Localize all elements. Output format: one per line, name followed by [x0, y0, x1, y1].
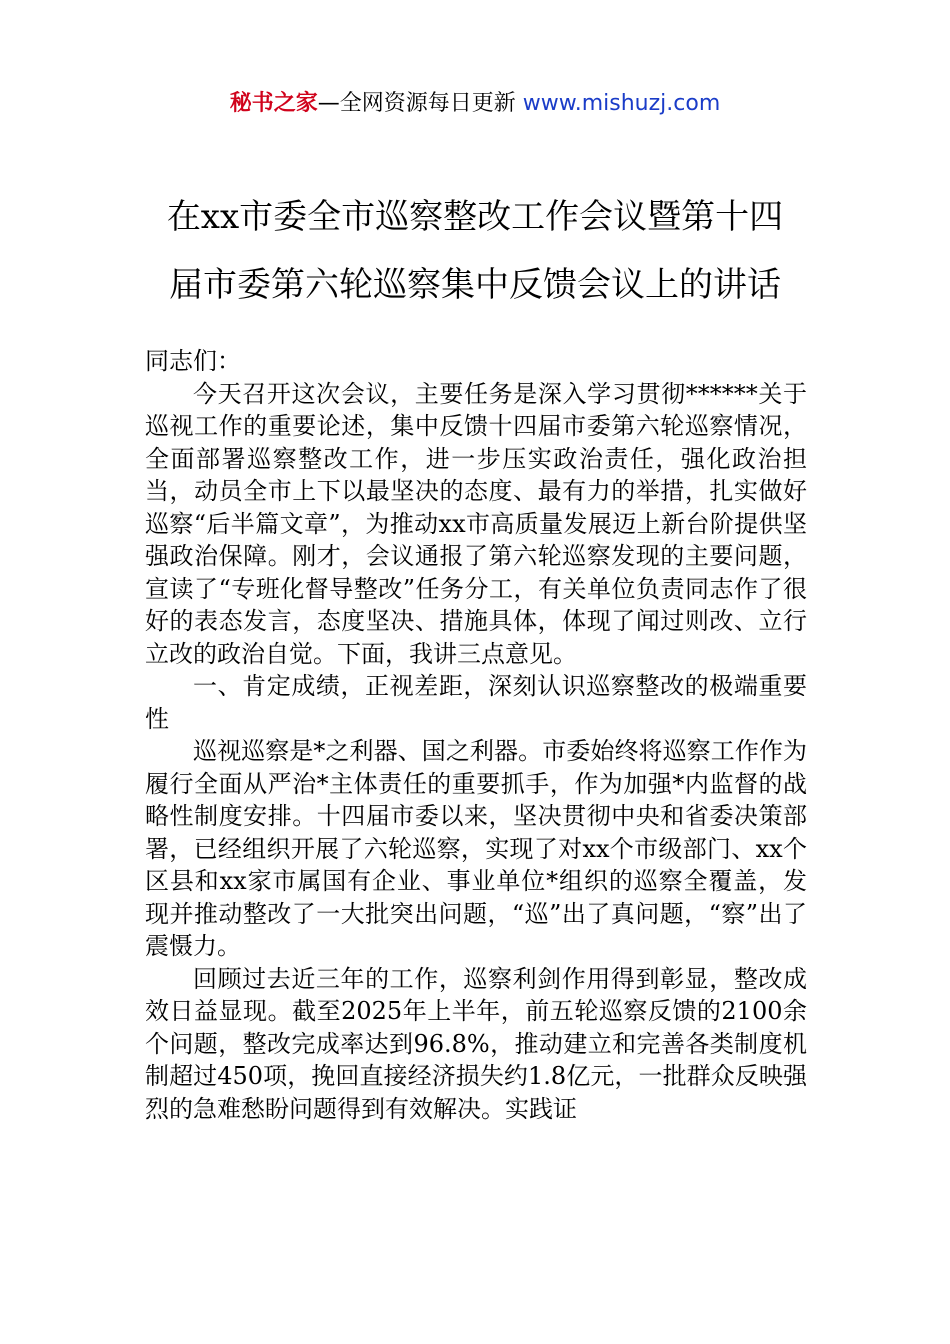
site-tagline: —全网资源每日更新	[317, 91, 516, 116]
document-body	[145, 345, 807, 1125]
salutation: 同志们：	[145, 347, 241, 375]
paragraph-inspection-role: 巡视巡察是*之利器、国之利器。市委始终将巡察工作作为履行全面从严治*主体责任的重要抓手，作为加强*内监督的战略性制度安排。十四届市委以来，坚决贯彻中央和省委决策部署，已经组织开展了六轮巡察，实现了对xx个市级部门、xx个区县和xx家市属国有企业、事业单位*组织的巡察全覆盖，发现并推动整改了一大批突出问题，“巡”出了真问题，“察”出了震慑力。	[145, 737, 807, 960]
paragraph-review: 回顾过去近三年的工作，巡察利剑作用得到彰显，整改成效日益显现。截至2025年上半年，前五轮巡察反馈的2100余个问题，整改完成率达到96.8%，推动建立和完善各类制度机制超过450项，挽回直接经济损失约1.8亿元，一批群众反映强烈的急难愁盼问题得到有效解决。实践证	[145, 964, 807, 1123]
title-line-2: 届市委第六轮巡察集中反馈会议上的讲话	[169, 264, 781, 305]
paragraph-intro: 今天召开这次会议，主要任务是深入学习贯彻******关于巡视工作的重要论述，集中反馈十四届市委第六轮巡察情况，全面部署巡察整改工作，进一步压实政治责任，强化政治担当，动员全市上下以最坚决的态度、最有力的举措，扎实做好巡察“后半篇文章”，为推动xx市高质量发展迈上新台阶提供坚强政治保障。刚才，会议通报了第六轮巡察发现的主要问题，宣读了“专班化督导整改”任务分工，有关单位负责同志作了很好的表态发言，态度坚决、措施具体，体现了闻过则改、立行立改的政治自觉。下面，我讲三点意见。	[145, 379, 807, 668]
site-url-link[interactable]: www.mishuzj.com	[522, 91, 721, 116]
section-heading-1: 一、肯定成绩，正视差距，深刻认识巡察整改的极端重要性	[145, 672, 807, 733]
title-line-1: 在xx市委全市巡察整改工作会议暨第十四	[166, 196, 784, 237]
site-header	[0, 88, 950, 120]
site-brand: 秘书之家	[229, 91, 318, 116]
document-title	[100, 183, 850, 319]
